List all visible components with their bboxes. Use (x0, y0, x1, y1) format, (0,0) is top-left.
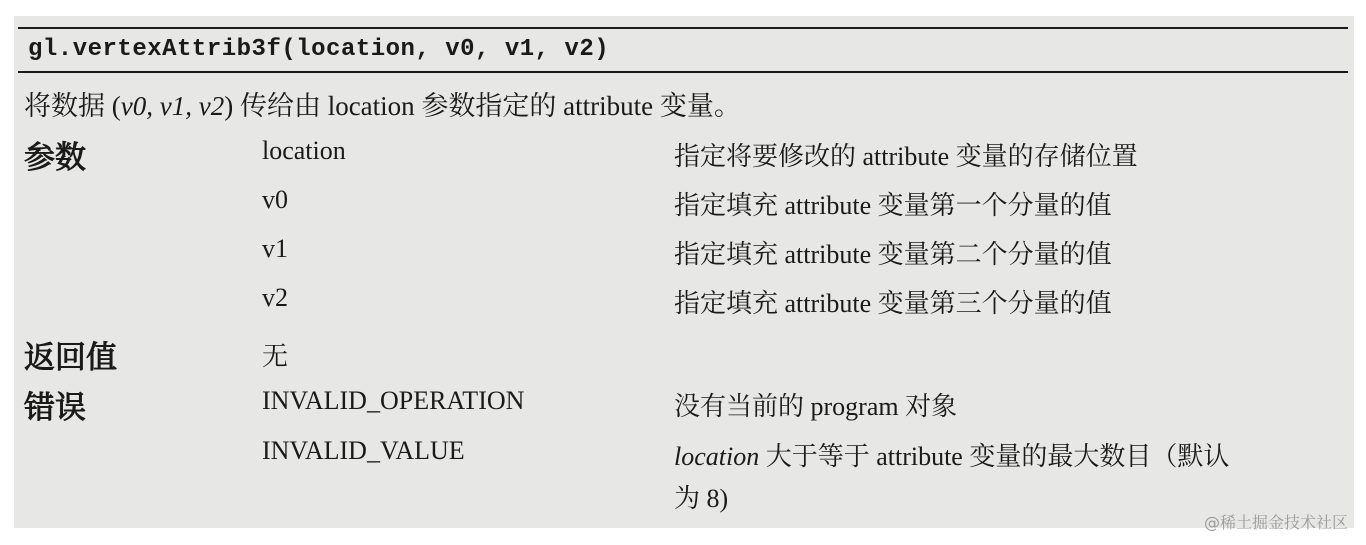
return-value: 无 (262, 342, 289, 371)
error-description-term: location (674, 442, 760, 471)
param-description: 指定填充 attribute 变量第二个分量的值 (674, 240, 1112, 269)
param-description: 指定填充 attribute 变量第一个分量的值 (674, 191, 1112, 220)
error-name: INVALID_VALUE (262, 436, 465, 465)
description-prefix: 将数据 ( (24, 91, 121, 121)
top-rule (18, 27, 1348, 29)
description-args: v0, v1, v2 (120, 91, 225, 121)
param-name: v1 (262, 234, 288, 263)
function-description (24, 84, 741, 123)
params-section-title: 参数 (24, 140, 86, 176)
error-description-text: 大于等于 attribute 变量的最大数目（默认 (759, 442, 1230, 471)
watermark: @稀土掘金技术社区 (1203, 513, 1348, 532)
function-signature: gl.vertexAttrib3f(location, v0, v1, v2) (28, 36, 610, 63)
errors-section-title: 错误 (24, 390, 86, 426)
param-name: v2 (262, 283, 288, 312)
return-section-title: 返回值 (24, 340, 117, 376)
error-description (674, 436, 1229, 473)
error-description: 没有当前的 program 对象 (674, 392, 958, 421)
header-rule (18, 71, 1348, 73)
description-suffix: ) 传给由 location 参数指定的 attribute 变量。 (224, 91, 741, 121)
param-description: 指定填充 attribute 变量第三个分量的值 (674, 289, 1112, 318)
param-name: v0 (262, 185, 288, 214)
error-description-continued: 为 8) (674, 484, 729, 513)
param-name: location (262, 136, 346, 165)
error-name: INVALID_OPERATION (262, 386, 525, 415)
param-description: 指定将要修改的 attribute 变量的存储位置 (674, 142, 1138, 171)
